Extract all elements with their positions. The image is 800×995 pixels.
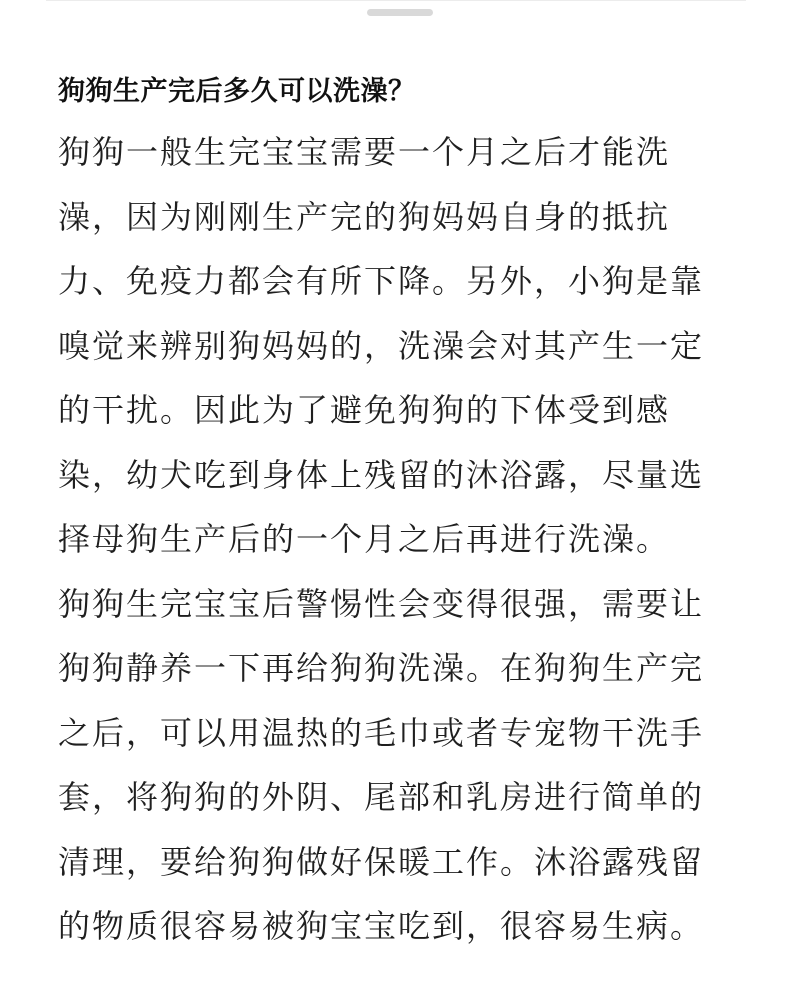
- paragraph-line: 澡，因为刚刚生产完的狗妈妈自身的抵抗: [58, 197, 671, 236]
- paragraph-line: 狗狗生完宝宝后警惕性会变得很强，需要让: [58, 584, 705, 623]
- paragraph-line: 的物质很容易被狗宝宝吃到，很容易生病。: [58, 907, 705, 945]
- paragraph-1: [58, 120, 748, 572]
- paragraph-line: 狗狗一般生完宝宝需要一个月之后才能洗: [58, 133, 671, 171]
- paragraph-line: 之后，可以用温热的毛巾或者专宠物干洗手: [58, 713, 705, 752]
- paragraph-line: 力、免疫力都会有所下降。另外，小狗是靠: [58, 262, 705, 300]
- paragraph-line: 套，将狗狗的外阴、尾部和乳房进行简单的: [58, 778, 705, 816]
- article-body: [58, 70, 748, 959]
- paragraph-line: 狗狗静养一下再给狗狗洗澡。在狗狗生产完: [58, 649, 705, 687]
- top-divider: [46, 0, 746, 1]
- paragraph-line: 嗅觉来辨别狗妈妈的，洗澡会对其产生一定: [58, 326, 705, 365]
- paragraph-line: 染，幼犬吃到身体上残留的沐浴露，尽量选: [58, 455, 705, 494]
- paragraph-line: 择母狗生产后的一个月之后再进行洗澡。: [58, 520, 671, 558]
- article-title: 狗狗生产完后多久可以洗澡？: [58, 76, 416, 107]
- sheet-drag-handle[interactable]: [367, 9, 433, 16]
- paragraph-line: 清理，要给狗狗做好保暖工作。沐浴露残留: [58, 842, 705, 881]
- paragraph-line: 的干扰。因此为了避免狗狗的下体受到感: [58, 391, 671, 429]
- paragraph-2: [58, 572, 748, 959]
